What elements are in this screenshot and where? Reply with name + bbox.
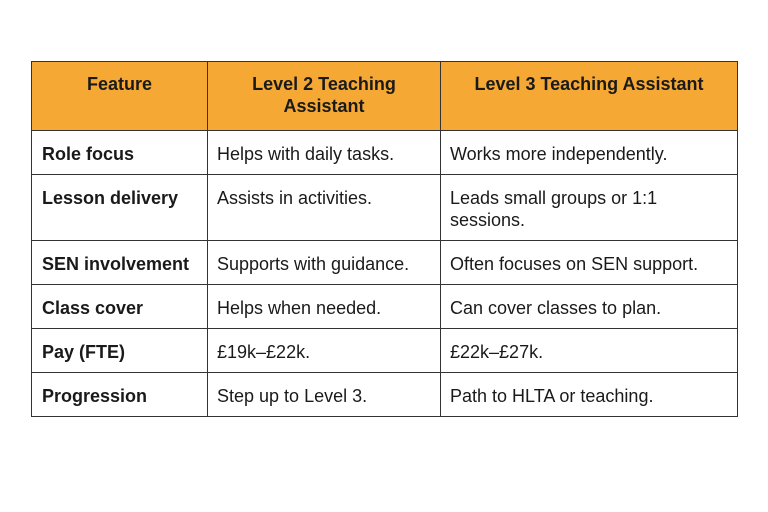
cell-level-2: Assists in activities. xyxy=(208,175,441,241)
cell-level-3: Works more independently. xyxy=(441,131,738,175)
header-row xyxy=(32,62,738,131)
table-row xyxy=(32,175,738,241)
table-row xyxy=(32,329,738,373)
row-label-class-cover: Class cover xyxy=(32,285,208,329)
cell-level-2: Supports with guidance. xyxy=(208,241,441,285)
cell-level-3: £22k–£27k. xyxy=(441,329,738,373)
comparison-table xyxy=(31,61,738,417)
cell-level-2: Step up to Level 3. xyxy=(208,373,441,417)
table-row xyxy=(32,131,738,175)
table-row xyxy=(32,241,738,285)
cell-level-3: Path to HLTA or teaching. xyxy=(441,373,738,417)
table-body xyxy=(32,131,738,417)
row-label-lesson-delivery: Lesson delivery xyxy=(32,175,208,241)
cell-level-3: Often focuses on SEN support. xyxy=(441,241,738,285)
table-header xyxy=(32,62,738,131)
table-row xyxy=(32,373,738,417)
cell-level-3: Can cover classes to plan. xyxy=(441,285,738,329)
header-level-2: Level 2 Teaching Assistant xyxy=(208,62,441,131)
cell-level-2: Helps when needed. xyxy=(208,285,441,329)
row-label-progression: Progression xyxy=(32,373,208,417)
cell-level-2: Helps with daily tasks. xyxy=(208,131,441,175)
header-feature: Feature xyxy=(32,62,208,131)
row-label-sen-involvement: SEN involvement xyxy=(32,241,208,285)
cell-level-2: £19k–£22k. xyxy=(208,329,441,373)
cell-level-3: Leads small groups or 1:1 sessions. xyxy=(441,175,738,241)
table-row xyxy=(32,285,738,329)
row-label-pay: Pay (FTE) xyxy=(32,329,208,373)
row-label-role-focus: Role focus xyxy=(32,131,208,175)
header-level-3: Level 3 Teaching Assistant xyxy=(441,62,738,131)
